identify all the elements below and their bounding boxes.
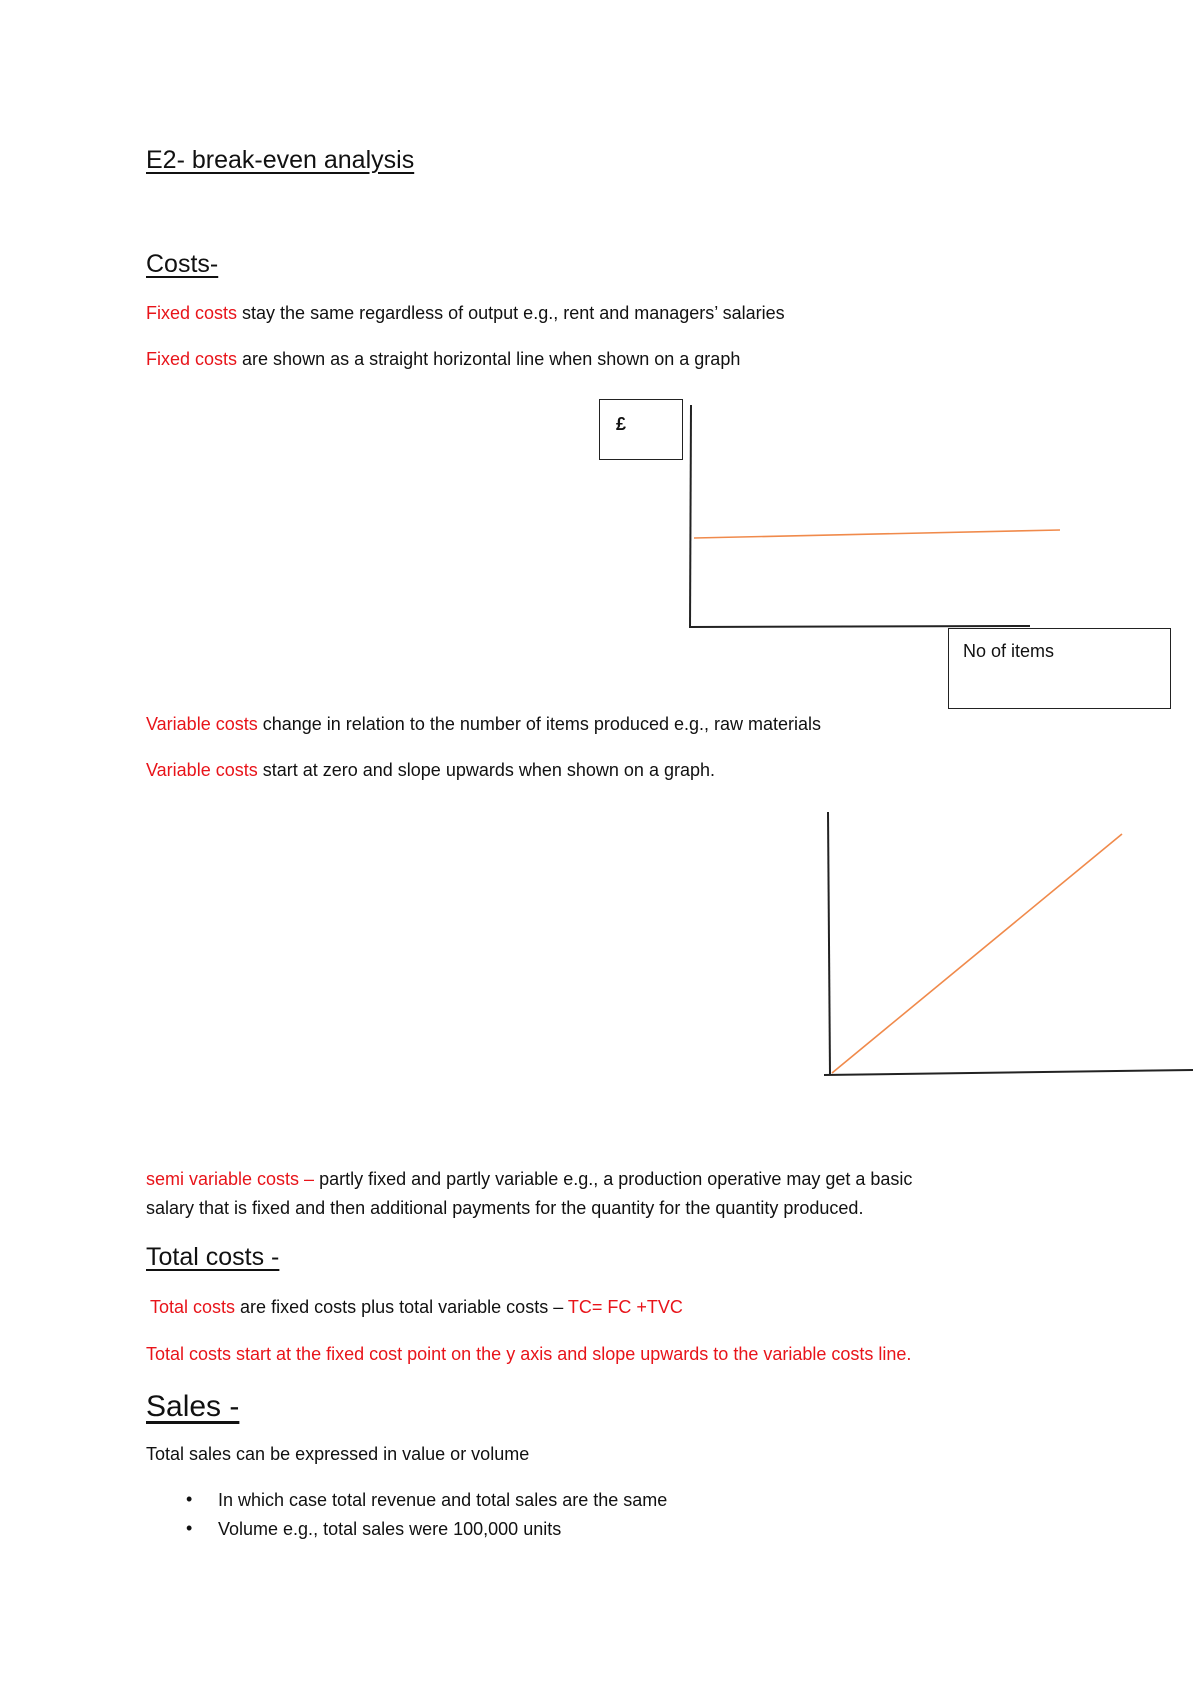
semi-variable-term: semi variable costs – [146, 1169, 320, 1189]
fixed-costs-term-2: Fixed costs [146, 349, 238, 369]
document-title: E2- break-even analysis [146, 146, 415, 174]
fixed-costs-text: stay the same regardless of output e.g., rent and managers’ salaries [237, 303, 785, 323]
bullet-item-1: In which case total revenue and total sales are the same [218, 1490, 668, 1510]
variable-costs-term-2: Variable costs [146, 760, 258, 780]
variable-graph-x-axis [824, 1070, 1193, 1075]
bullet-dot-2: • [186, 1518, 193, 1538]
total-costs-graph-note: Total costs start at the fixed cost point on the y axis and slope upwards to the variable costs line. [146, 1344, 912, 1364]
total-costs-definition [150, 1296, 683, 1318]
total-costs-heading: Total costs - [146, 1243, 280, 1271]
variable-costs-text: change in relation to the number of items produced e.g., raw materials [257, 714, 822, 734]
items-label: No of items [963, 641, 1055, 661]
total-costs-formula: TC= FC +TVC [567, 1297, 683, 1317]
semi-variable-definition [146, 1168, 912, 1190]
variable-costs-text-2: start at zero and slope upwards when shown on a graph. [257, 760, 715, 780]
variable-cost-line [832, 834, 1122, 1073]
fixed-costs-text-2: are shown as a straight horizontal line when shown on a graph [237, 349, 741, 369]
sales-text: Total sales can be expressed in value or volume [146, 1444, 530, 1464]
variable-graph-y-axis [828, 812, 830, 1075]
sales-heading: Sales - [146, 1390, 240, 1423]
total-costs-term: Total costs [150, 1297, 236, 1317]
semi-variable-continuation: salary that is fixed and then additional payments for the quantity for the quantity produced. [146, 1198, 864, 1218]
semi-variable-text: partly fixed and partly variable e.g., a production operative may get a basic [319, 1169, 913, 1189]
bullet-item-2: Volume e.g., total sales were 100,000 units [218, 1519, 562, 1539]
variable-costs-term: Variable costs [146, 714, 258, 734]
total-costs-text: are fixed costs plus total variable costs – [235, 1297, 568, 1317]
currency-label: £ [616, 414, 627, 434]
bullet-dot-1: • [186, 1489, 193, 1509]
fixed-costs-term: Fixed costs [146, 303, 238, 323]
costs-heading: Costs- [146, 250, 219, 278]
